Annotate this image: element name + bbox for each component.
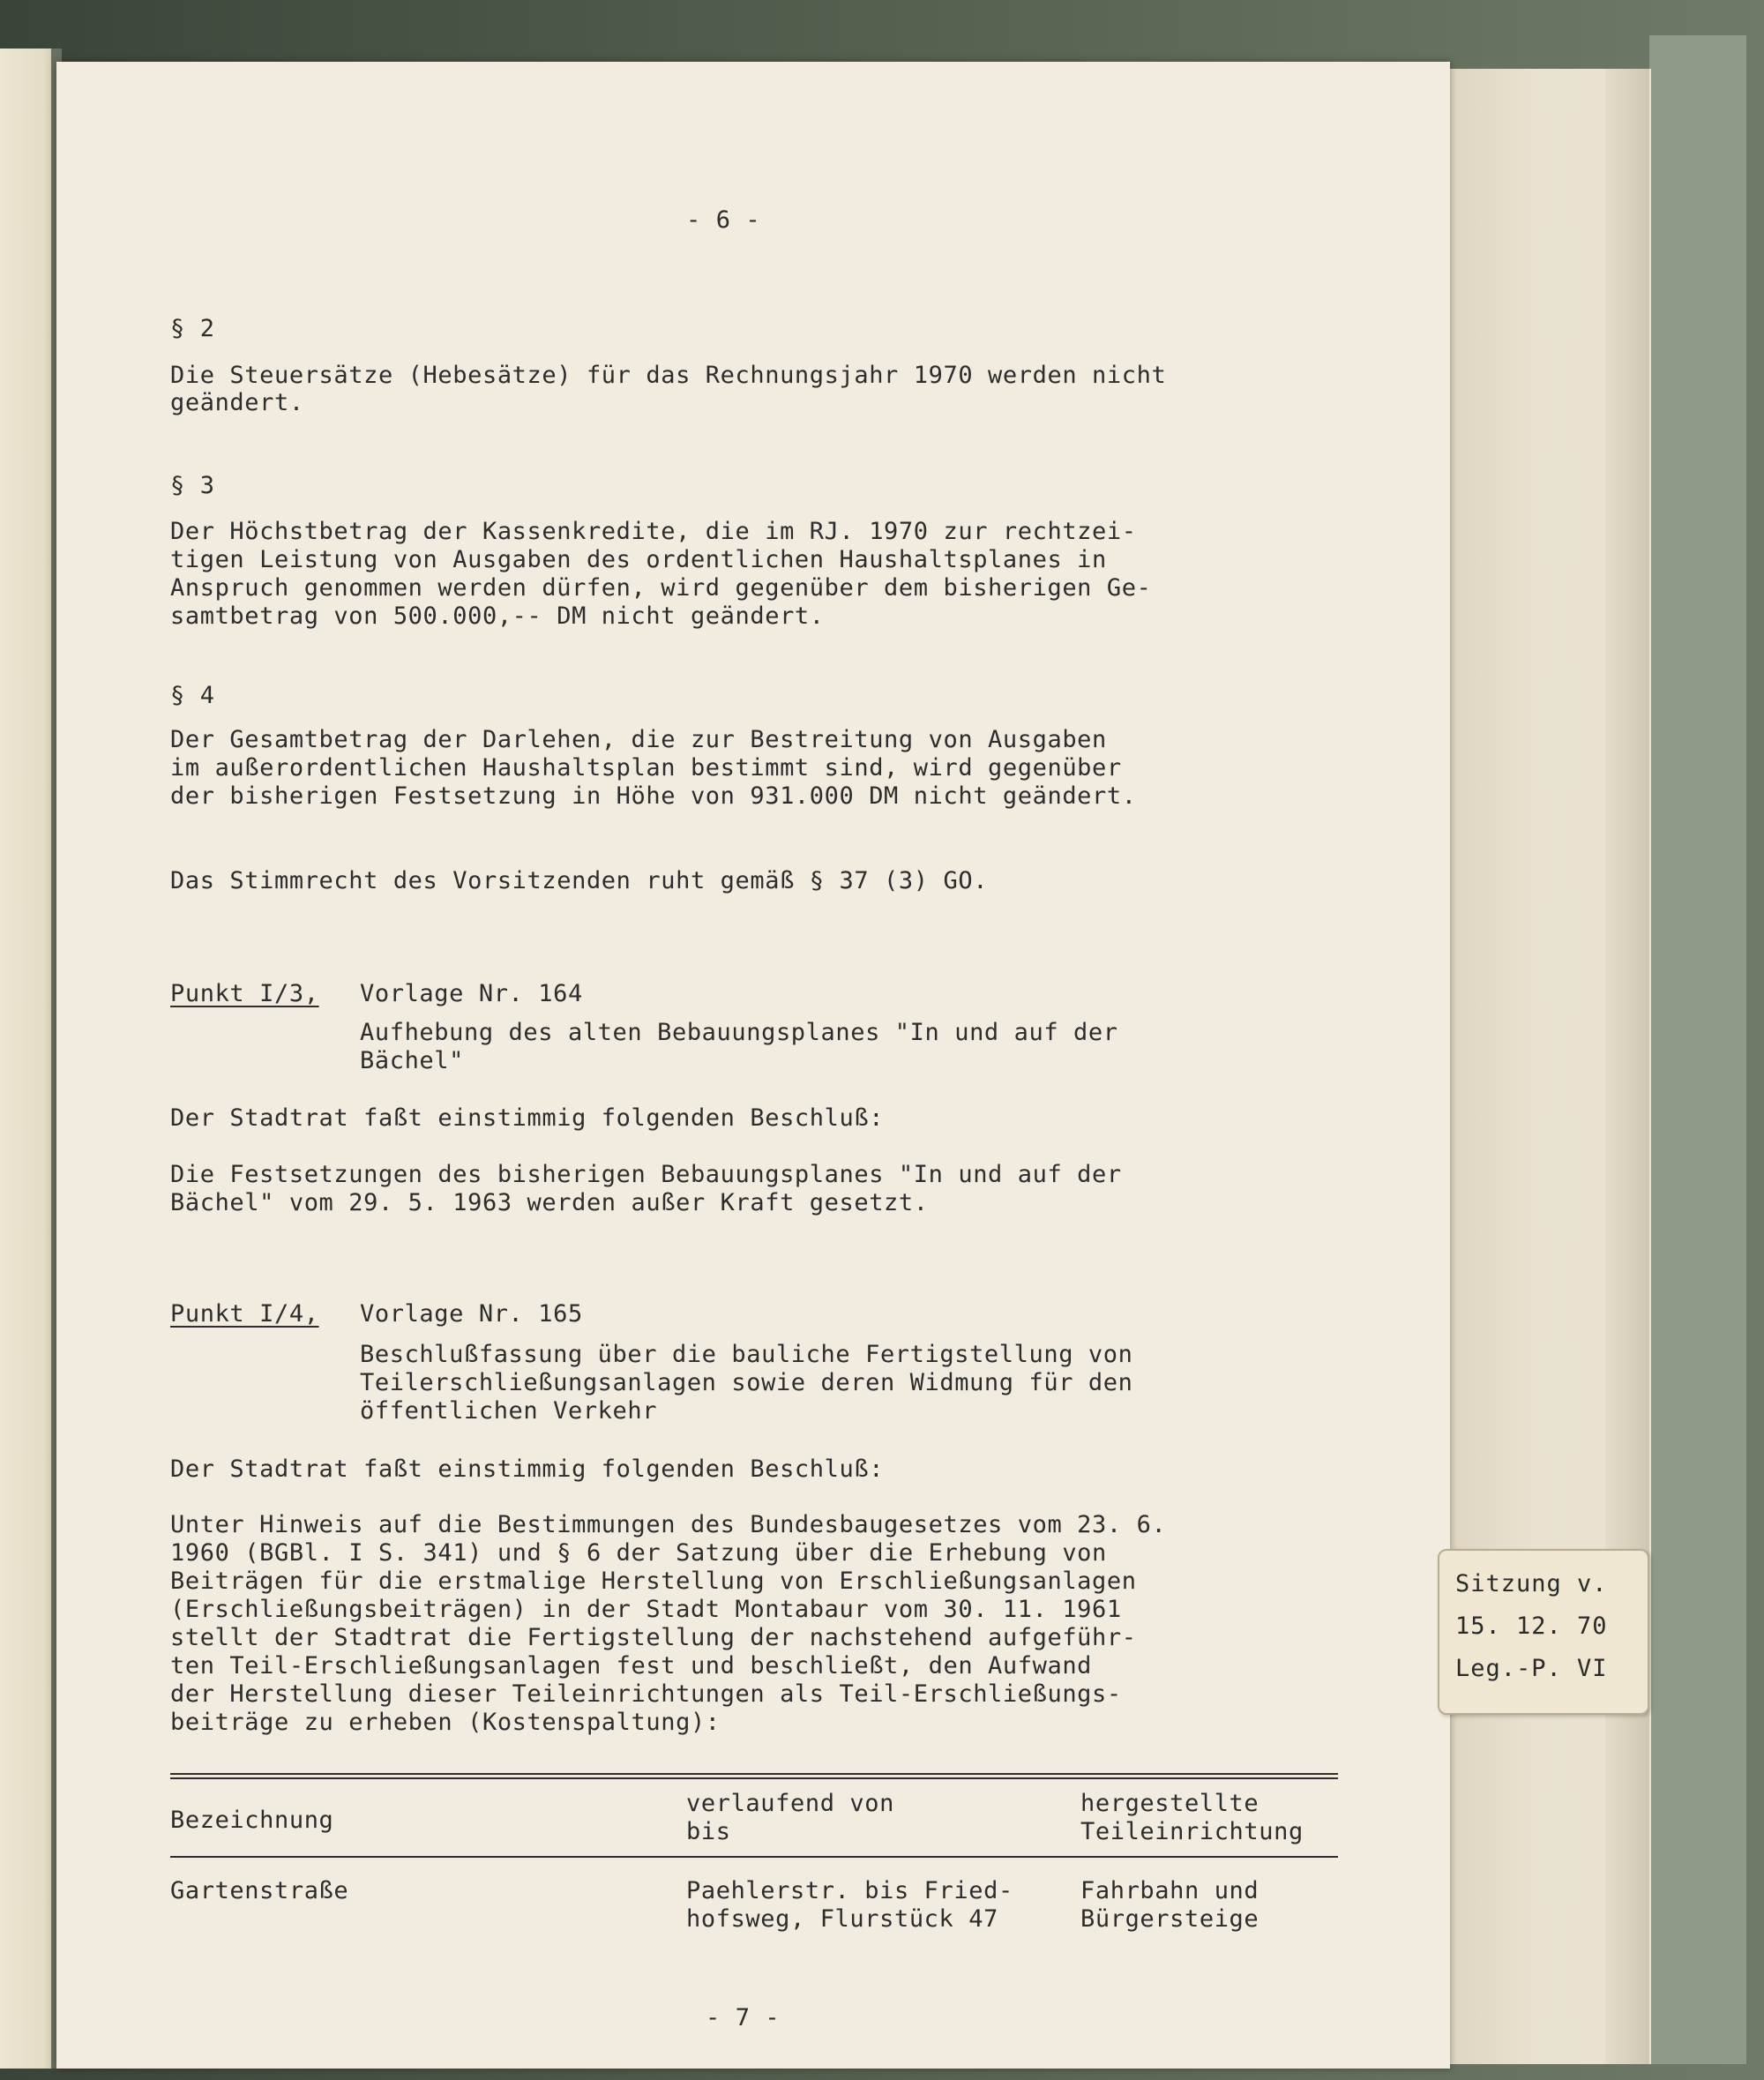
table-rule-top-double [170, 1777, 1338, 1779]
section-heading: § 3 [170, 472, 215, 499]
left-page-edge [0, 49, 55, 2069]
agenda-item-title-line: Bächel" [360, 1047, 464, 1074]
section-heading: § 4 [170, 682, 215, 709]
decision-text-line: Bächel" vom 29. 5. 1963 werden außer Kraft gesetzt. [170, 1189, 929, 1216]
decision-text-line: stellt der Stadtrat die Fertigstellung der nachstehend aufgeführ- [170, 1624, 1137, 1651]
table-header-verlaufend: verlaufend von [686, 1790, 894, 1817]
table-rule-header [170, 1856, 1338, 1858]
section-heading: § 2 [170, 315, 215, 342]
section-text-line: tigen Leistung von Ausgaben des ordentlichen Haushaltsplanes in [170, 546, 1107, 573]
decision-intro: Der Stadtrat faßt einstimmig folgenden Beschluß: [170, 1455, 885, 1483]
session-label-line: 15. 12. 70 [1455, 1612, 1608, 1640]
table-header-verlaufend: bis [686, 1818, 731, 1845]
section-text-line: Der Höchstbetrag der Kassenkredite, die im RJ. 1970 zur rechtzei- [170, 518, 1137, 545]
table-cell: hofsweg, Flurstück 47 [686, 1905, 998, 1933]
page-number-top: - 6 - [686, 206, 761, 234]
table-rule-top [170, 1773, 1338, 1775]
agenda-item-title-line: Teilerschließungsanlagen sowie deren Widmung für den [360, 1369, 1133, 1396]
voting-note: Das Stimmrecht des Vorsitzenden ruht gemäß § 37 (3) GO. [170, 867, 989, 894]
section-text-line: geändert. [170, 389, 304, 416]
agenda-item-label: Punkt I/3, [170, 980, 319, 1007]
decision-intro: Der Stadtrat faßt einstimmig folgenden Beschluß: [170, 1104, 885, 1132]
agenda-item-vorlage: Vorlage Nr. 164 [360, 980, 583, 1007]
binder-cover-edge [1649, 35, 1746, 2064]
page-stub-edge [1605, 69, 1649, 2064]
table-header-teileinrichtung: hergestellte [1080, 1790, 1259, 1817]
section-text-line: im außerordentlichen Haushaltsplan bestimmt sind, wird gegenüber [170, 754, 1122, 782]
table-header-bezeichnung: Bezeichnung [170, 1807, 334, 1834]
decision-text-line: Die Festsetzungen des bisherigen Bebauungsplanes "In und auf der [170, 1161, 1122, 1188]
decision-text-line: 1960 (BGBl. I S. 341) und § 6 der Satzung über die Erhebung von [170, 1539, 1107, 1567]
decision-text-line: Unter Hinweis auf die Bestimmungen des Bundesbaugesetzes vom 23. 6. [170, 1511, 1167, 1538]
agenda-item-label: Punkt I/4, [170, 1300, 319, 1328]
table-cell: Paehlerstr. bis Fried- [686, 1877, 1013, 1904]
page-number-bottom: - 7 - [706, 2004, 781, 2031]
table-cell: Fahrbahn und [1080, 1877, 1259, 1904]
agenda-item-title-line: Beschlußfassung über die bauliche Fertigstellung von [360, 1341, 1133, 1368]
session-label-line: Sitzung v. [1455, 1570, 1608, 1597]
decision-text-line: der Herstellung dieser Teileinrichtungen als Teil-Erschließungs- [170, 1680, 1122, 1708]
decision-text-line: beiträge zu erheben (Kostenspaltung): [170, 1709, 721, 1736]
section-text-line: Die Steuersätze (Hebesätze) für das Rechnungsjahr 1970 werden nicht [170, 362, 1167, 389]
table-cell: Gartenstraße [170, 1877, 349, 1904]
section-text-line: samtbetrag von 500.000,-- DM nicht geändert. [170, 602, 825, 630]
section-text-line: der bisherigen Festsetzung in Höhe von 931.000 DM nicht geändert. [170, 782, 1137, 810]
decision-text-line: (Erschließungsbeiträgen) in der Stadt Montabaur vom 30. 11. 1961 [170, 1596, 1122, 1623]
table-header-teileinrichtung: Teileinrichtung [1080, 1818, 1304, 1845]
table-cell: Bürgersteige [1080, 1905, 1259, 1933]
agenda-item-title-line: Aufhebung des alten Bebauungsplanes "In und auf der [360, 1019, 1118, 1046]
agenda-item-vorlage: Vorlage Nr. 165 [360, 1300, 583, 1328]
session-label [1438, 1549, 1649, 1715]
section-text-line: Anspruch genommen werden dürfen, wird gegenüber dem bisherigen Ge- [170, 574, 1152, 602]
session-label-line: Leg.-P. VI [1455, 1655, 1608, 1682]
decision-text-line: ten Teil-Erschließungsanlagen fest und beschließt, den Aufwand [170, 1652, 1093, 1680]
decision-text-line: Beiträgen für die erstmalige Herstellung von Erschließungsanlagen [170, 1567, 1137, 1595]
section-text-line: Der Gesamtbetrag der Darlehen, die zur Bestreitung von Ausgaben [170, 726, 1107, 753]
agenda-item-title-line: öffentlichen Verkehr [360, 1397, 658, 1425]
